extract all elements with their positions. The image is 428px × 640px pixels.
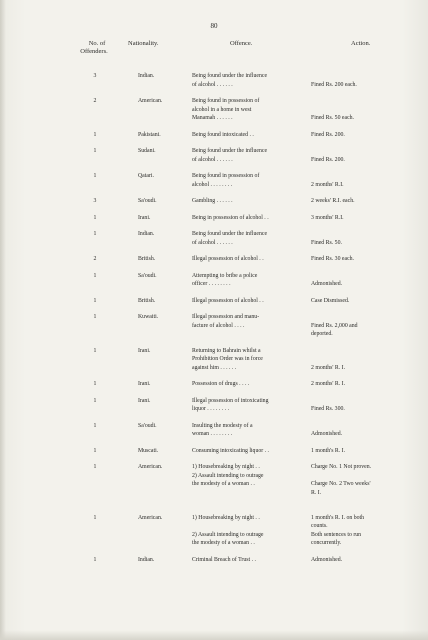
nationality: Sudani. xyxy=(138,148,156,154)
table-row xyxy=(0,147,428,164)
offence-line xyxy=(192,489,300,498)
table-row xyxy=(0,514,428,548)
action xyxy=(311,147,416,164)
offence-line: Illegal possession of alcohol . . xyxy=(192,256,264,262)
action-line xyxy=(311,72,416,81)
nationality: Sa'oudi. xyxy=(138,422,157,429)
nationality: Sa'oudi. xyxy=(138,198,157,204)
action xyxy=(311,514,416,548)
table-row xyxy=(0,255,428,264)
offence-line: 2) Assault intending to outrage xyxy=(192,531,264,538)
action-line: Case Dismissed. xyxy=(311,297,350,304)
action xyxy=(311,556,416,565)
action-line xyxy=(311,230,416,239)
action-line xyxy=(311,172,416,181)
nationality: Sa'oudi. xyxy=(138,272,157,279)
offender-count: 1 xyxy=(93,314,97,320)
nationality: Irani. xyxy=(138,347,151,354)
header-nationality: Nationality. xyxy=(128,40,159,47)
table-row xyxy=(0,447,428,456)
offence xyxy=(192,97,300,123)
table-row xyxy=(0,347,428,373)
offence-line: of alcohol . . . . . . xyxy=(192,156,233,163)
offence xyxy=(192,214,300,223)
action-line: Fined Rs. 200. xyxy=(311,156,345,163)
table-header xyxy=(0,40,428,64)
table-row xyxy=(0,72,428,89)
page-bottom-shadow xyxy=(0,630,428,640)
offence-line xyxy=(192,522,300,531)
offence-line: Being found in possession of xyxy=(192,173,260,179)
nationality: Qatari. xyxy=(138,173,154,179)
action-line xyxy=(311,313,416,322)
offence-line: of alcohol . . . . . . xyxy=(192,81,233,88)
header-offenders-line-1: No. of xyxy=(88,40,106,47)
offence-line: Illegal possession of intoxicating xyxy=(192,397,269,404)
offence-line: Being found under the influence xyxy=(192,231,268,237)
table-row xyxy=(0,556,428,565)
offender-count: 1 xyxy=(93,131,97,138)
offence-line xyxy=(192,497,300,506)
offender-count: 1 xyxy=(93,514,97,521)
offence-line: the modesty of a woman . . xyxy=(192,481,255,487)
offence-line: Being in possession of alcohol . . xyxy=(192,214,269,221)
action-line: 2 months' R. I. xyxy=(311,364,346,371)
nationality: Irani. xyxy=(138,214,151,221)
action xyxy=(311,172,416,189)
offender-count: 1 xyxy=(93,464,97,470)
table-row xyxy=(0,297,428,306)
offence-line: Illegal possession and manu- xyxy=(192,314,260,320)
offence-line: officer . . . . . . . . xyxy=(192,281,231,287)
offence xyxy=(192,463,300,506)
nationality: American. xyxy=(138,98,163,104)
nationality: British. xyxy=(138,256,156,262)
action-line: Admonished. xyxy=(311,431,343,437)
table-row xyxy=(0,380,428,389)
offender-count: 1 xyxy=(93,381,97,387)
page-number: 80 xyxy=(210,22,218,30)
offence xyxy=(192,172,300,189)
offender-count: 1 xyxy=(93,422,97,429)
table-row xyxy=(0,313,428,339)
action-line xyxy=(311,272,416,281)
action-line: Admonished. xyxy=(311,556,343,563)
table-row xyxy=(0,197,428,206)
action-line: Charge No. 1 Not proven. xyxy=(311,464,372,470)
offence xyxy=(192,556,300,565)
action-line: 2 months' R. I. xyxy=(311,381,346,387)
offence xyxy=(192,313,300,330)
action-line: Both sentences to run xyxy=(311,531,362,538)
offence xyxy=(192,447,300,456)
action-line: 2 weeks' R.I. each. xyxy=(311,198,355,204)
header-offenders-line-2: Offenders. xyxy=(80,48,108,55)
table-row xyxy=(0,172,428,189)
nationality: Indian. xyxy=(138,231,155,237)
action-line: Fined Rs. 50. xyxy=(311,239,342,246)
nationality: Pakistani. xyxy=(138,131,161,138)
action xyxy=(311,272,416,289)
offence-line: Being found under the influence xyxy=(192,73,268,79)
offence xyxy=(192,297,300,306)
action-line xyxy=(311,472,416,481)
nationality: American. xyxy=(138,514,163,521)
offence-line: Gambling . . . . . . xyxy=(192,198,233,204)
action-line: 2 months' R.I. xyxy=(311,181,344,188)
action-line xyxy=(311,422,416,431)
offence-line: liquor . . . . . . . . xyxy=(192,406,230,412)
action-line xyxy=(311,355,416,364)
action xyxy=(311,380,416,389)
table-row xyxy=(0,272,428,289)
header-offenders xyxy=(74,40,120,56)
table-row xyxy=(0,214,428,223)
action-line: Fined Rs. 2,000 and xyxy=(311,322,358,329)
table-row xyxy=(0,422,428,439)
action xyxy=(311,447,416,456)
offender-count: 1 xyxy=(93,556,97,563)
offence-line: 2) Assault intending to outrage xyxy=(192,472,264,479)
table-row xyxy=(0,463,428,506)
action-line: Fined Rs. 50 each. xyxy=(311,115,354,121)
offender-count: 2 xyxy=(93,256,97,262)
offence-line: against him . . . . . . xyxy=(192,364,237,371)
offence-line: Being found under the influence xyxy=(192,148,268,154)
nationality: British. xyxy=(138,297,156,304)
nationality: Indian. xyxy=(138,73,155,79)
action xyxy=(311,214,416,223)
offence xyxy=(192,131,300,140)
offence-line: 1) Housebreaking by night . . xyxy=(192,514,260,521)
offender-count: 3 xyxy=(93,198,97,204)
offence-line: alcohol . . . . . . . . xyxy=(192,181,233,188)
action xyxy=(311,97,416,123)
offence xyxy=(192,72,300,89)
offence xyxy=(192,422,300,439)
offender-count: 1 xyxy=(93,231,97,237)
table-row xyxy=(0,397,428,414)
offence xyxy=(192,272,300,289)
offence-line: Consuming intoxicating liquor . . xyxy=(192,447,269,454)
action-line: R. I. xyxy=(311,489,322,496)
action-line: 1 month's R. I. on both xyxy=(311,514,365,521)
offence-line: 1) Housebreaking by night . . xyxy=(192,464,260,470)
action xyxy=(311,255,416,264)
action xyxy=(311,197,416,206)
offence-line: Being found intoxicated . . xyxy=(192,131,254,138)
offence-line: facture of alcohol . . . . xyxy=(192,322,245,329)
nationality: Irani. xyxy=(138,381,151,387)
nationality: Indian. xyxy=(138,556,155,563)
offender-count: 1 xyxy=(93,447,97,454)
offence-line: Criminal Breach of Trust . . xyxy=(192,556,256,563)
offence-line: woman . . . . . . . . xyxy=(192,431,233,437)
action-line xyxy=(311,106,416,115)
action-line: 3 months' R.I. xyxy=(311,214,344,221)
action xyxy=(311,463,416,506)
offences-table xyxy=(0,72,428,572)
offence xyxy=(192,514,300,548)
header-action: Action. xyxy=(351,40,371,47)
offender-count: 2 xyxy=(93,98,97,104)
offence xyxy=(192,380,300,389)
action-line: Fined Rs. 300. xyxy=(311,406,345,412)
offence xyxy=(192,230,300,247)
offender-count: 1 xyxy=(93,148,97,154)
table-row xyxy=(0,131,428,140)
offence xyxy=(192,255,300,264)
offence-line: Being found in possession of xyxy=(192,98,260,104)
table-row xyxy=(0,97,428,123)
nationality: Muscati. xyxy=(138,447,159,454)
action-line: Admonished. xyxy=(311,281,343,287)
action-line: Fined Rs. 200. xyxy=(311,131,345,138)
nationality: Kuwaiti. xyxy=(138,314,159,320)
offence xyxy=(192,197,300,206)
action xyxy=(311,313,416,339)
action-line: Fined Rs. 200 each. xyxy=(311,81,357,88)
action xyxy=(311,397,416,414)
offence xyxy=(192,347,300,373)
action-line: 1 month's R. I. xyxy=(311,447,346,454)
offence-line: Prohibition Order was in force xyxy=(192,356,263,362)
nationality: American. xyxy=(138,464,163,470)
action-line xyxy=(311,397,416,406)
action-line: Fined Rs. 30 each. xyxy=(311,256,354,262)
offence-line: Possession of drugs . . . . xyxy=(192,381,250,387)
action xyxy=(311,347,416,373)
action-line: concurrently. xyxy=(311,540,342,546)
offender-count: 3 xyxy=(93,73,97,79)
action-line: counts. xyxy=(311,523,328,529)
action-line xyxy=(311,147,416,156)
header-offence: Offence. xyxy=(230,40,253,47)
offender-count: 1 xyxy=(93,214,97,221)
action xyxy=(311,72,416,89)
offence-line: Illegal possession of alcohol . . xyxy=(192,297,264,304)
offender-count: 1 xyxy=(93,173,97,179)
action-line xyxy=(311,97,416,106)
offence-line: Attempting to bribe a police xyxy=(192,272,258,279)
offender-count: 1 xyxy=(93,297,97,304)
offender-count: 1 xyxy=(93,397,97,404)
offence xyxy=(192,147,300,164)
offence-line: the modesty of a woman . . xyxy=(192,540,255,546)
offence-line: Returning to Bahrain whilst a xyxy=(192,347,261,354)
action xyxy=(311,230,416,247)
offence-line: Insulting the modesty of a xyxy=(192,422,253,429)
nationality: Irani. xyxy=(138,397,151,404)
action xyxy=(311,131,416,140)
action-line: deported. xyxy=(311,331,333,337)
action-line xyxy=(311,347,416,356)
offence-line: alcohol in a home in west xyxy=(192,106,252,113)
offender-count: 1 xyxy=(93,272,97,279)
offender-count: 1 xyxy=(93,347,97,354)
action-line: Charge No. 2 Two weeks' xyxy=(311,481,371,487)
action-line xyxy=(311,497,416,506)
offence-line: Manamah . . . . . . xyxy=(192,115,233,121)
action xyxy=(311,422,416,439)
action xyxy=(311,297,416,306)
offence xyxy=(192,397,300,414)
table-row xyxy=(0,230,428,247)
offence-line: of alcohol . . . . . . xyxy=(192,239,233,246)
